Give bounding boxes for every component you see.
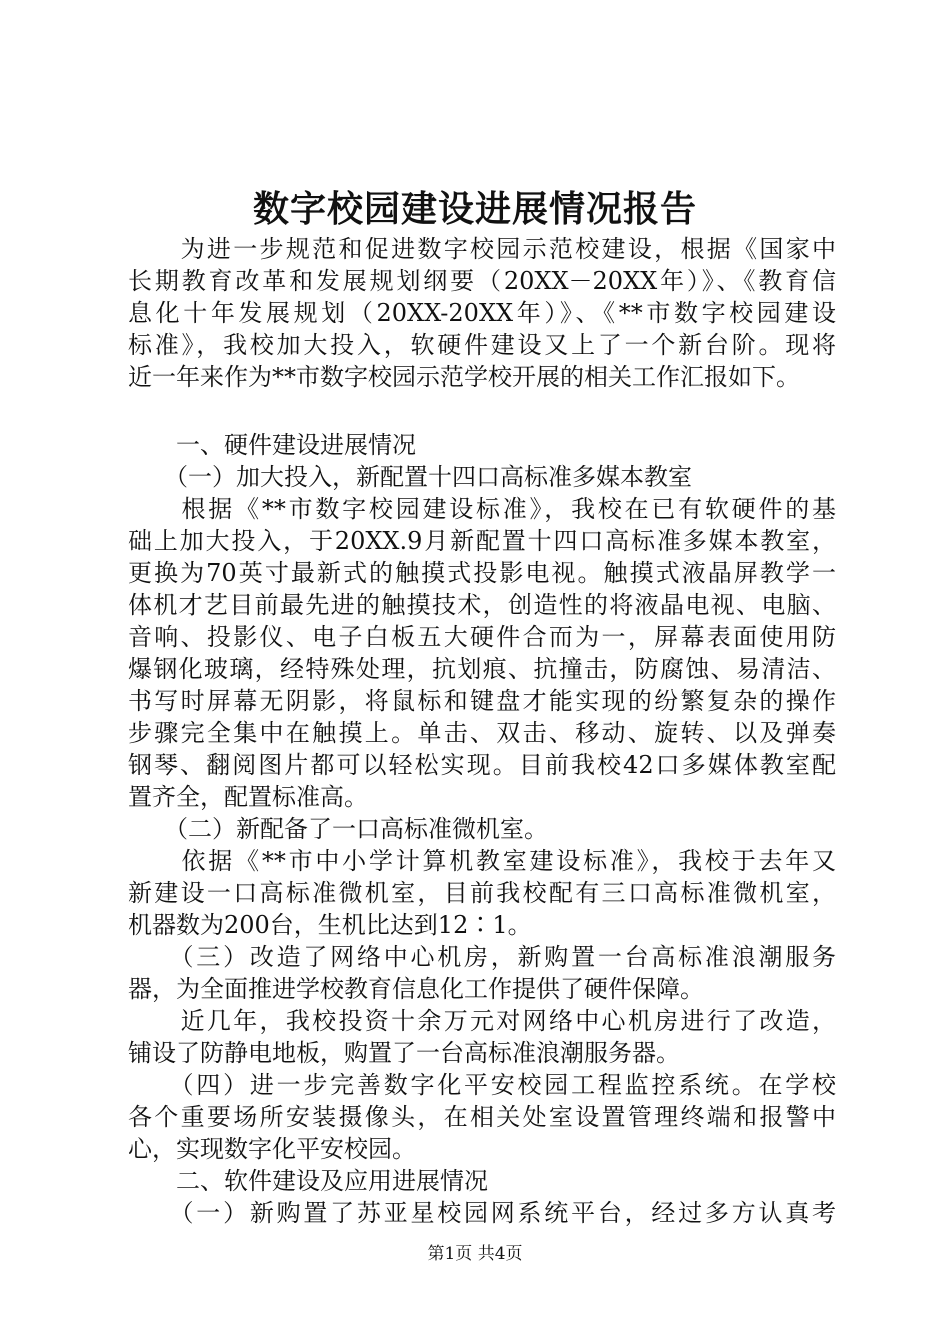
text-line: 更换为70英寸最新式的触摸式投影电视。触摸式液晶屏教学一 <box>128 559 836 587</box>
text-line: 息化十年发展规划（20XX-20XX年）》、《**市数字校园建设 <box>128 299 836 327</box>
text-line: 近一年来作为**市数字校园示范学校开展的相关工作汇报如下。 <box>128 363 800 391</box>
section-heading: 二、软件建设及应用进展情况 <box>128 1167 488 1195</box>
text-line: 长期教育改革和发展规划纲要（20XX－20XX年）》、《教育信 <box>128 267 836 295</box>
subsection-heading: （一）新购置了苏亚星校园网系统平台，经过多方认真考 <box>128 1199 836 1227</box>
text-line: 器，为全面推进学校教育信息化工作提供了硬件保障。 <box>128 975 704 1003</box>
text-line: 音响、投影仪、电子白板五大硬件合而为一，屏幕表面使用防 <box>128 623 836 651</box>
paragraph-gap <box>128 393 836 429</box>
text-line: 机器数为200台，生机比达到12∶1。 <box>128 911 532 939</box>
text-line: 根据《**市数字校园建设标准》，我校在已有软硬件的基 <box>128 495 836 523</box>
subsection-heading: （二）新配备了一口高标准微机室。 <box>128 815 548 843</box>
text-line: 置齐全，配置标准高。 <box>128 783 368 811</box>
text-line: 为进一步规范和促进数字校园示范校建设，根据《国家中 <box>128 235 836 263</box>
text-line: 础上加大投入，于20XX.9月新配置十四口高标准多媒本教室， <box>128 527 836 555</box>
section-heading: 一、硬件建设进展情况 <box>128 431 416 459</box>
text-line: 依据《**市中小学计算机教室建设标准》，我校于去年又 <box>128 847 836 875</box>
subsection-heading: （三）改造了网络中心机房，新购置一台高标准浪潮服务 <box>128 943 836 971</box>
page-footer: 第1页 共4页 <box>427 1244 523 1264</box>
text-line: 钢琴、翻阅图片都可以轻松实现。目前我校42口多媒体教室配 <box>128 751 836 779</box>
text-line: 新建设一口高标准微机室，目前我校配有三口高标准微机室， <box>128 879 836 907</box>
document-body <box>128 233 836 1229</box>
document-title: 数字校园建设进展情况报告 <box>252 188 697 230</box>
text-line: 步骤完全集中在触摸上。单击、双击、移动、旋转、以及弹奏 <box>128 719 836 747</box>
text-line: 铺设了防静电地板，购置了一台高标准浪潮服务器。 <box>128 1039 680 1067</box>
subsection-heading: （四）进一步完善数字化平安校园工程监控系统。在学校 <box>128 1071 836 1099</box>
text-line: 书写时屏幕无阴影，将鼠标和键盘才能实现的纷繁复杂的操作 <box>128 687 836 715</box>
text-line: 各个重要场所安装摄像头，在相关处室设置管理终端和报警中 <box>128 1103 836 1131</box>
text-line: 近几年，我校投资十余万元对网络中心机房进行了改造， <box>128 1007 836 1035</box>
text-line: 标准》，我校加大投入，软硬件建设又上了一个新台阶。现将 <box>128 331 836 359</box>
text-line: 爆钢化玻璃，经特殊处理，抗划痕、抗撞击，防腐蚀、易清洁、 <box>128 655 836 683</box>
text-line: 心，实现数字化平安校园。 <box>128 1135 416 1163</box>
text-line: 体机才艺目前最先进的触摸技术，创造性的将液晶电视、电脑、 <box>128 591 836 619</box>
subsection-heading: （一）加大投入，新配置十四口高标准多媒本教室 <box>128 463 692 491</box>
